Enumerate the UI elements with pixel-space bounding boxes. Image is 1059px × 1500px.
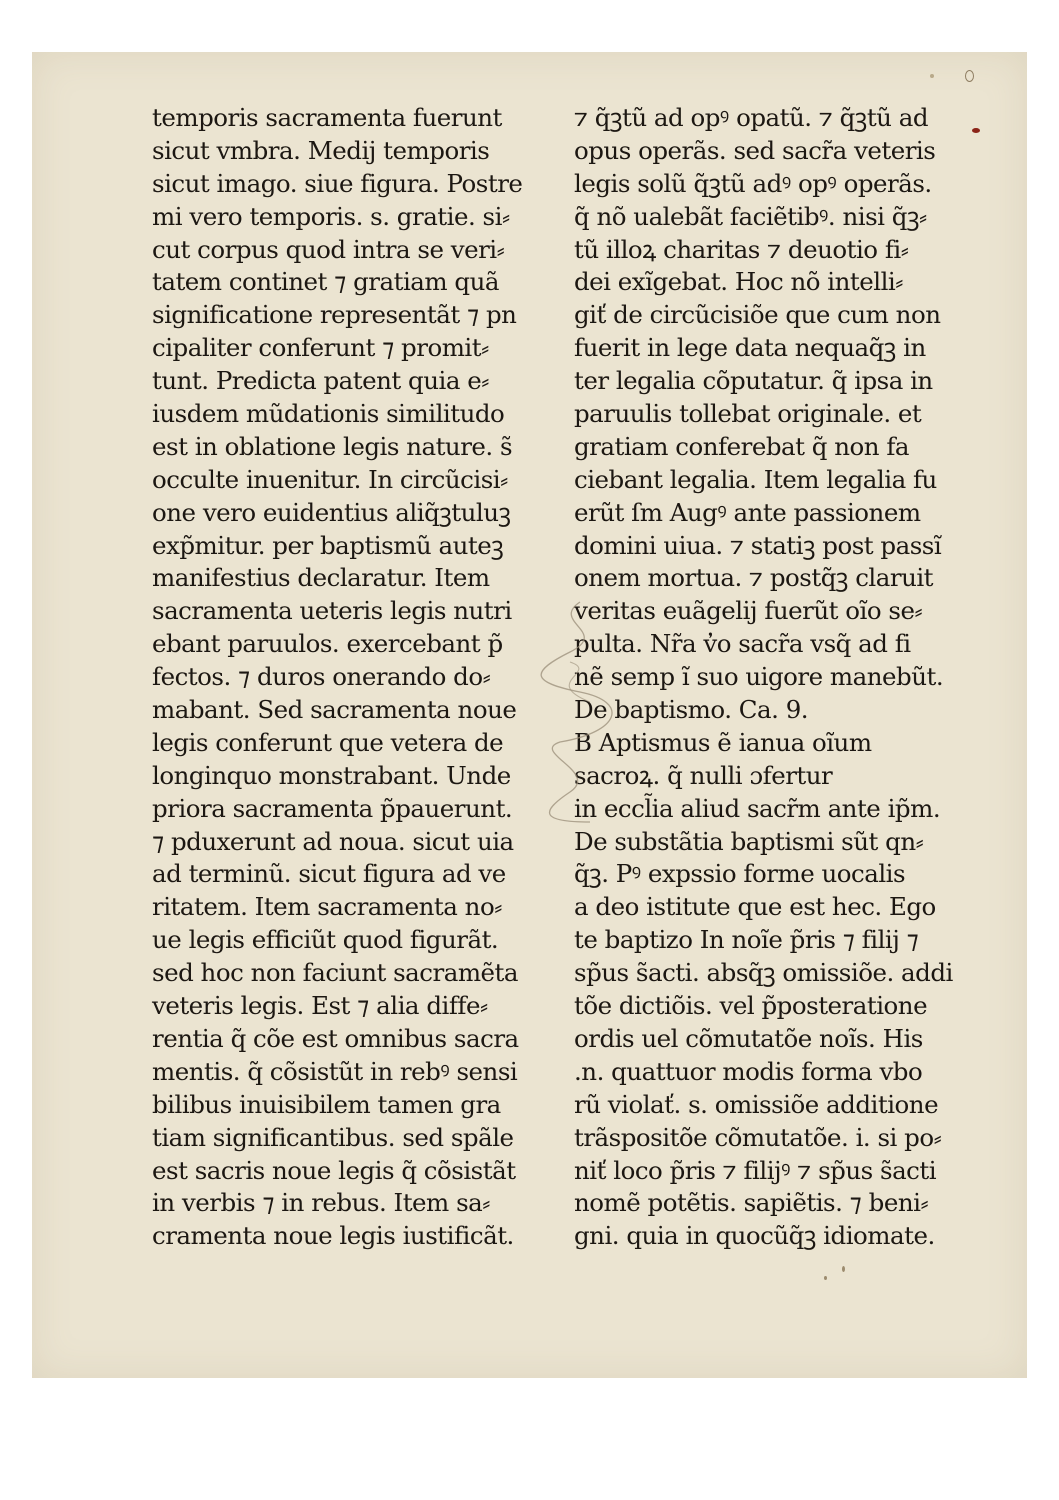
text-line: mabant. Sed sacramenta noue [152,695,517,725]
text-line: tõe dictiõis. vel p̃posteratione [574,991,928,1021]
page-speck [824,1276,827,1280]
text-line: cut corpus quod intra se veri⸗ [152,234,505,264]
text-line: mi vero temporis. s. gratie. si⸗ [152,201,510,231]
text-line: legis conferunt que vetera de [152,727,504,757]
page-speck [842,1266,845,1272]
text-line: bilibus inuisibilem tamen gra [152,1089,501,1119]
text-line: gni. quia in quocũq̃ꝫ idiomate. [574,1221,935,1251]
text-line: one vero euidentius aliq̃ꝫtuluꝫ [152,497,511,527]
text-line: longinquo monstrabant. Unde [152,760,511,790]
text-line: dei exĩgebat. Hoc nõ intelli⸗ [574,267,903,297]
text-line: ciebant legalia. Item legalia fu [574,464,937,494]
text-line: mentis. q̃ cõsistũt in rebꝰ sensi [152,1056,518,1086]
text-line: rentia q̃ cõe est omnibus sacra [152,1023,519,1053]
text-line: est sacris noue legis q̃ cõsistãt [152,1155,516,1185]
text-line: sed hoc non faciunt sacramẽta [152,958,519,988]
text-line: q̃ nõ ualebãt faciẽtibꝰ. nisi q̃ꝫ⸗ [574,201,927,231]
text-line: onem mortua. ⁊ postq̃ꝫ claruit [574,563,934,593]
text-line: erũt ſm Augꝰ ante passionem [574,497,921,527]
text-line: significatione representãt ⁊ pn [152,300,517,330]
text-line: paruulis tollebat originale. et [574,399,922,429]
text-line: ue legis efficiũt quod figurãt. [152,925,499,955]
left-text-column [152,102,523,1253]
text-line: exp̃mitur. per baptismũ auteꝫ [152,530,504,560]
text-line: gratiam conferebat q̃ non fa [574,431,910,461]
text-line: ritatem. Item sacramenta no⸗ [152,892,502,922]
text-line: fectos. ⁊ duros onerando do⸗ [152,662,491,692]
text-line: sacroꝝ. q̃ nulli ɔfertur [574,760,833,790]
book-page [32,52,1027,1378]
text-line: tũ illoꝝ charitas ⁊ deuotio fi⸗ [574,234,909,264]
text-line: niť loco p̃ris ⁊ filijꝰ ⁊ sp̃us s̃acti [574,1155,937,1185]
text-line: opus operãs. sed sacr̃a veteris [574,135,936,165]
text-line: iusdem mũdationis similitudo [152,399,505,429]
text-line: ter legalia cõputatur. q̃ ipsa in [574,366,933,396]
text-line: De baptismo. Ca. 9. [574,695,809,725]
text-line: B Aptismus ẽ ianua oĩum [574,727,872,757]
text-line: in eccl̃ia aliud sacr̃m ante ip̃m. [574,793,941,823]
text-line: sp̃us s̃acti. absq̃ꝫ omissiõe. addi [574,958,953,988]
marginal-pen-flourish [510,592,650,832]
text-line: domini uiua. ⁊ statiꝫ post passĩ [574,530,942,560]
text-line: cipaliter conferunt ⁊ promit⸗ [152,333,489,363]
text-line: sicut vmbra. Medij temporis [152,135,490,165]
text-line: ordis uel cõmutatõe noĩs. His [574,1023,923,1053]
text-line: priora sacramenta p̃pauerunt. [152,793,513,823]
text-line: est in oblatione legis nature. s̃ [152,431,513,461]
text-line: a deo istitute que est hec. Ego [574,892,936,922]
text-line: .n. quattuor modis forma vbo [574,1056,923,1086]
text-line: tatem continet ⁊ gratiam quã [152,267,500,297]
text-line: fuerit in lege data nequaq̃ꝫ in [574,333,926,363]
text-line: cramenta noue legis iustificãt. [152,1221,514,1251]
text-line: trãspositõe cõmutatõe. i. si po⸗ [574,1122,942,1152]
text-line: giť de circũcisiõe que cum non [574,300,941,330]
text-line: temporis sacramenta fuerunt [152,103,502,132]
page-speck [930,74,934,78]
text-line: q̃ꝫ. Pꝰ expssio forme uocalis [574,859,906,889]
text-line: ebant paruulos. exercebant p̃ [152,629,503,659]
text-line: manifestius declaratur. Item [152,563,490,593]
text-line: legis solũ q̃ꝫtũ adꝰ opꝰ operãs. [574,168,932,198]
text-line: veritas euãgelij fuerũt oĩo se⸗ [574,596,923,626]
text-line: ⁊ pduxerunt ad noua. sicut uia [152,826,514,856]
text-line: ad terminũ. sicut figura ad ve [152,859,506,889]
text-line: tiam significantibus. sed spãle [152,1122,514,1152]
text-line: te baptizo In noĩe p̃ris ⁊ filij ⁊ [574,925,919,955]
red-ink-mark [972,128,980,133]
text-line: tunt. Predicta patent quia e⸗ [152,366,489,396]
page-stain-circle [965,70,974,82]
text-line: sacramenta ueteris legis nutri [152,596,512,626]
text-line: pulta. Nr̃a v̓o sacr̃a vsq̃ ad fi [574,629,911,659]
text-line: nomẽ potẽtis. sapiẽtis. ⁊ beni⸗ [574,1188,929,1218]
text-line: rũ violať. s. omissiõe additione [574,1089,939,1119]
text-line: sicut imago. siue figura. Postre [152,168,523,198]
text-line: veteris legis. Est ⁊ alia diffe⸗ [152,991,488,1021]
text-line: nẽ semp ĩ suo uigore manebũt. [574,662,944,692]
text-line: ⁊ q̃ꝫtũ ad opꝰ opatũ. ⁊ q̃ꝫtũ ad [574,103,929,132]
text-line: in verbis ⁊ in rebus. Item sa⸗ [152,1188,490,1218]
text-line: occulte inuenitur. In circũcisi⸗ [152,464,508,494]
text-line: De substãtia baptismi sũt qn⸗ [574,826,924,856]
